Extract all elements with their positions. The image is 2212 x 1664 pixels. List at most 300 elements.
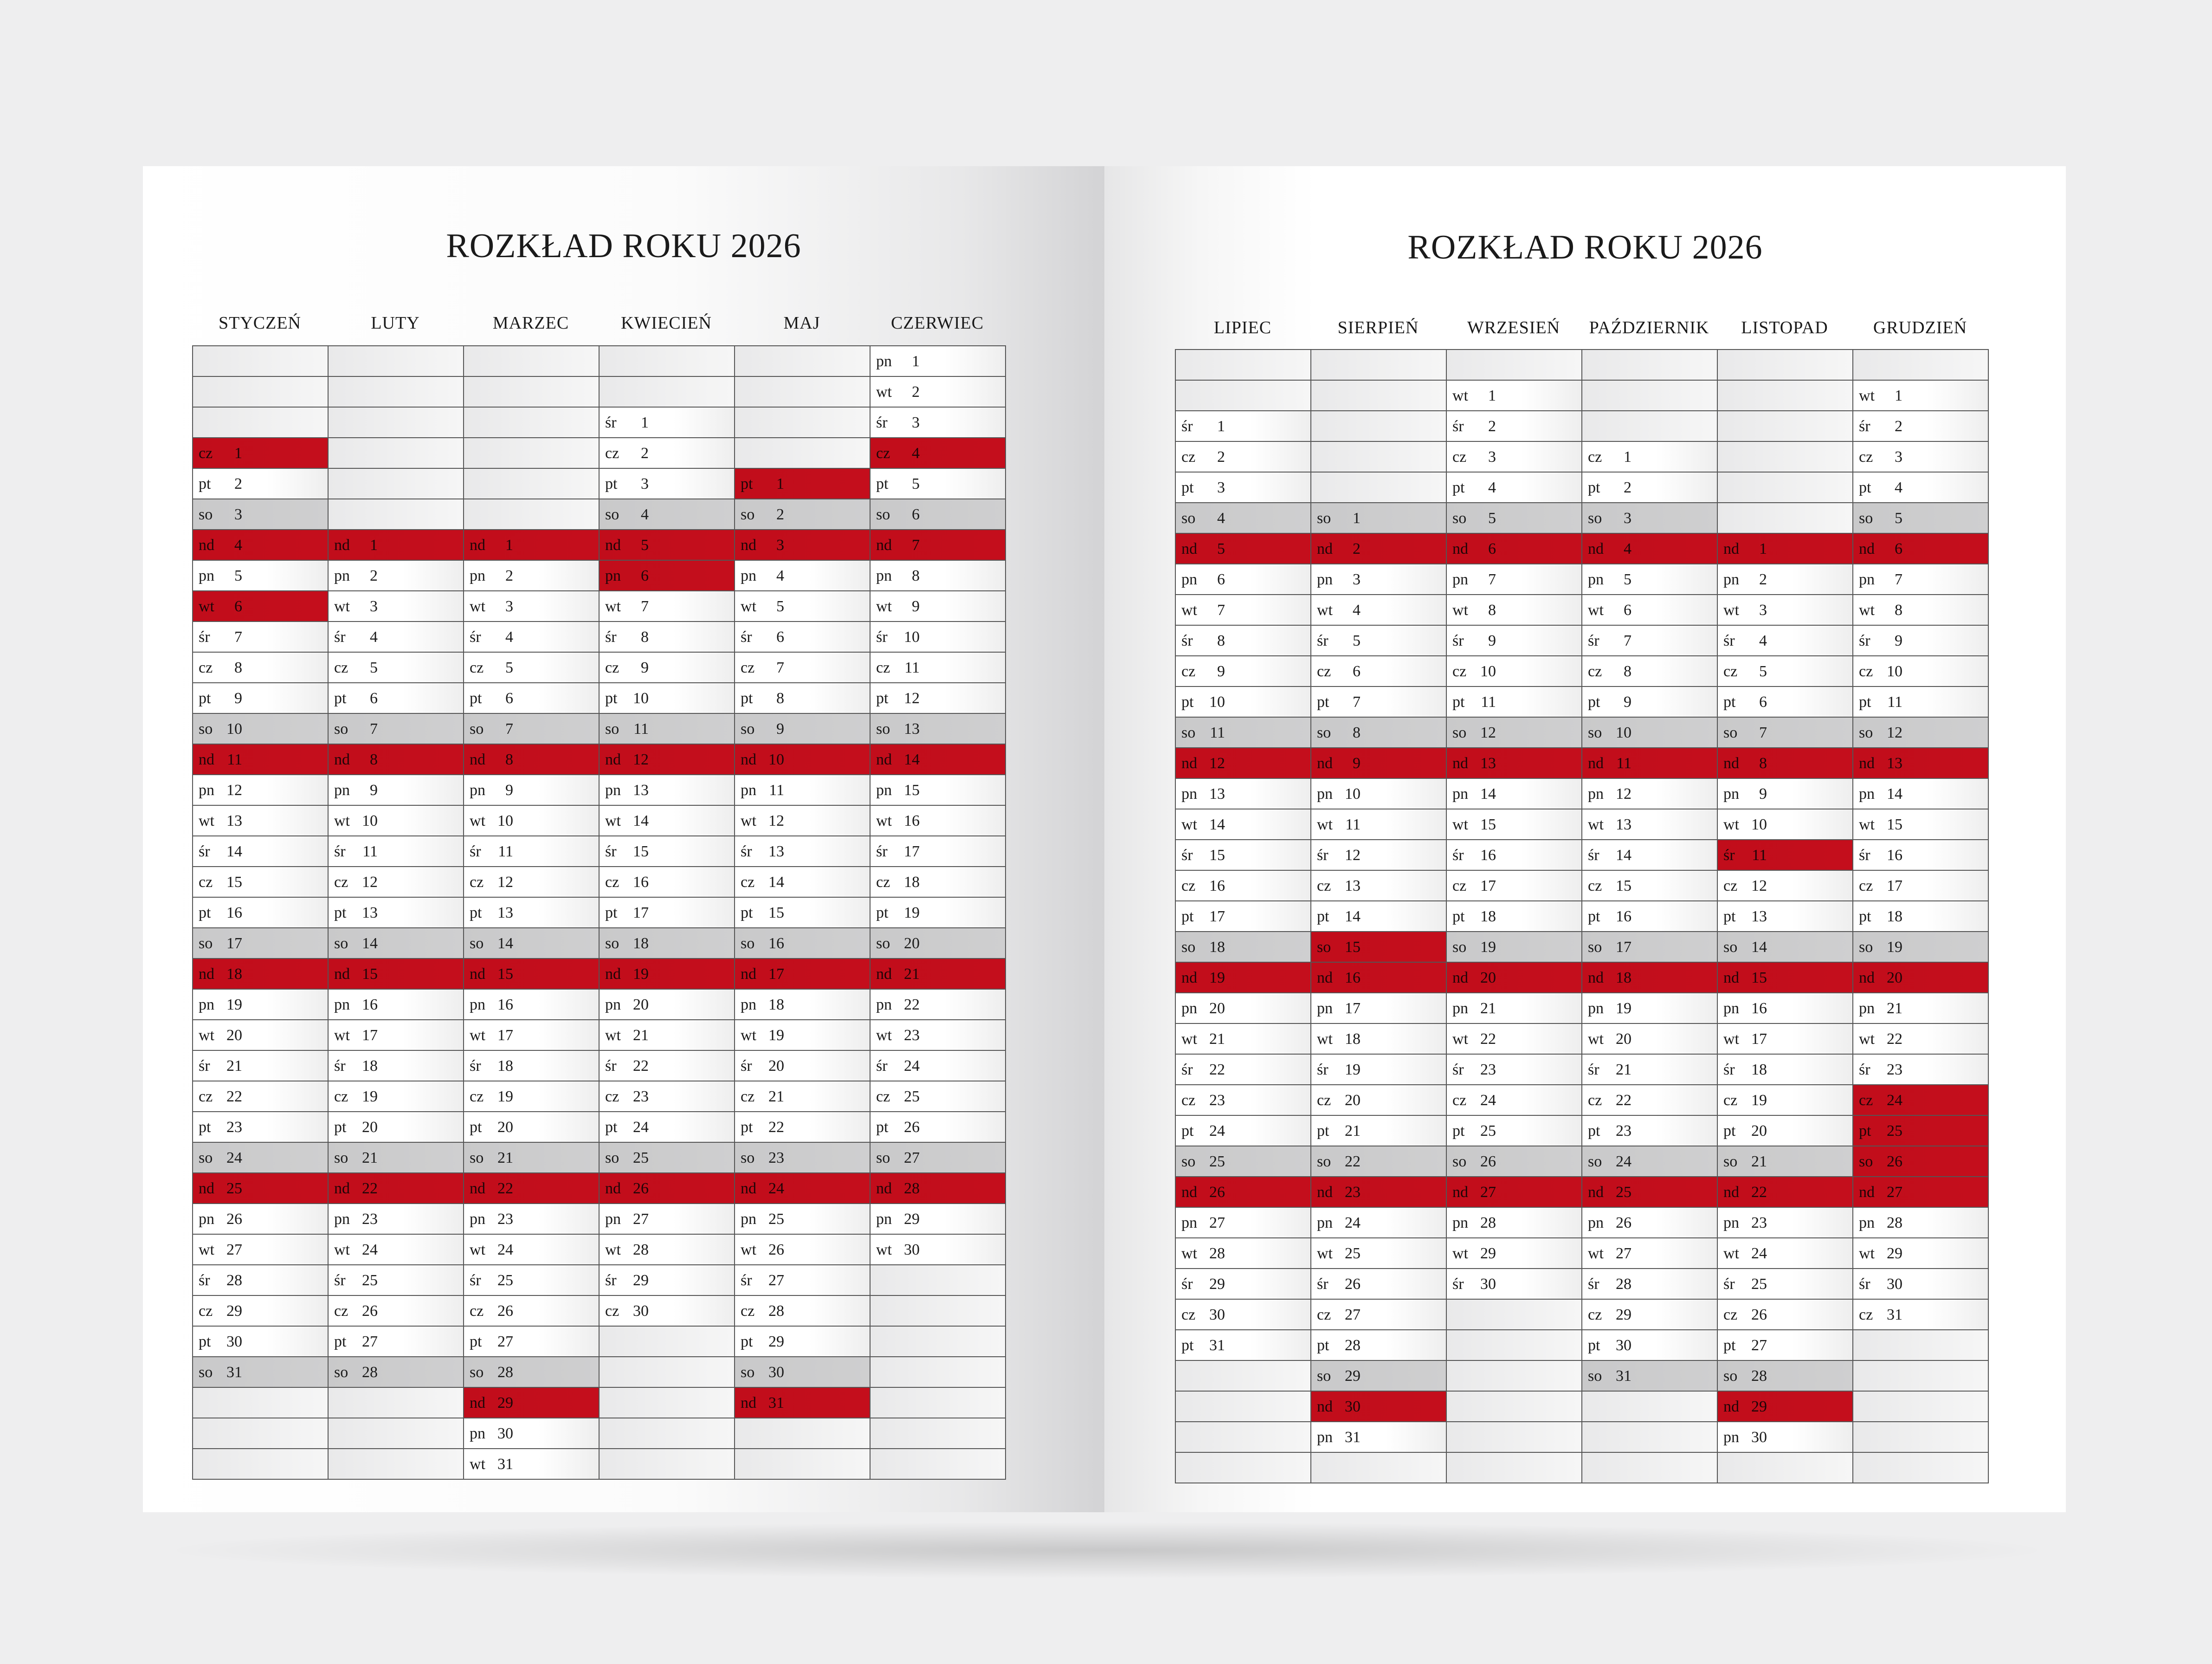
month-header: MARZEC — [492, 313, 569, 333]
day-cell — [1311, 1208, 1447, 1238]
weekday-label: śr — [334, 628, 346, 646]
weekday-label: so — [605, 935, 619, 952]
day-number: 6 — [1488, 540, 1496, 557]
empty-cell — [1853, 1361, 1989, 1392]
day-number: 13 — [1480, 755, 1496, 772]
day-cell — [871, 806, 1006, 836]
empty-cell — [600, 1449, 735, 1480]
weekday-label: pn — [1317, 785, 1333, 803]
empty-cell — [871, 1327, 1006, 1357]
weekday-label: so — [1588, 724, 1602, 741]
weekday-label: pt — [470, 1333, 482, 1350]
empty-cell — [1853, 350, 1989, 381]
day-cell — [735, 469, 871, 499]
day-number: 10 — [1616, 724, 1632, 741]
day-cell — [1447, 595, 1582, 626]
day-cell — [464, 867, 600, 898]
day-cell — [600, 622, 735, 653]
day-number: 18 — [362, 1057, 378, 1075]
weekday-label: pn — [1317, 1214, 1333, 1231]
calendar-grid — [192, 345, 1006, 1480]
day-cell — [464, 745, 600, 775]
weekday-label: śr — [876, 414, 888, 431]
weekday-label: pn — [1317, 1000, 1333, 1017]
weekday-label: cz — [1181, 877, 1196, 894]
day-number: 6 — [912, 506, 920, 523]
day-number: 2 — [1759, 571, 1767, 588]
day-number: 6 — [1624, 602, 1632, 619]
weekday-label: nd — [334, 965, 350, 983]
weekday-label: pt — [1181, 1337, 1194, 1354]
day-number: 20 — [1751, 1122, 1767, 1140]
day-cell — [1853, 411, 1989, 442]
weekday-label: so — [741, 506, 755, 523]
day-number: 30 — [1751, 1429, 1767, 1446]
day-cell — [600, 530, 735, 561]
day-number: 8 — [370, 751, 378, 768]
weekday-label: nd — [1588, 969, 1604, 986]
day-number: 21 — [1751, 1153, 1767, 1170]
empty-cell — [1176, 1422, 1311, 1453]
day-cell — [1311, 901, 1447, 932]
weekday-label: śr — [1452, 418, 1464, 435]
weekday-label: nd — [1452, 1184, 1468, 1201]
day-number: 7 — [370, 720, 378, 738]
day-cell — [464, 1327, 600, 1357]
day-cell — [1582, 1238, 1718, 1269]
weekday-label: pn — [1723, 571, 1739, 588]
day-number: 6 — [776, 628, 784, 646]
day-cell — [329, 1265, 464, 1296]
day-number: 5 — [1895, 510, 1902, 527]
weekday-label: śr — [1859, 418, 1870, 435]
day-cell — [1718, 1146, 1853, 1177]
day-number: 4 — [1624, 540, 1632, 557]
day-number: 1 — [234, 445, 242, 462]
weekday-label: pn — [199, 1211, 214, 1228]
day-number: 2 — [1895, 418, 1902, 435]
day-number: 4 — [505, 628, 513, 646]
day-cell — [871, 1235, 1006, 1265]
day-number: 19 — [633, 965, 649, 983]
weekday-label: śr — [1452, 1061, 1464, 1078]
day-cell — [1176, 1177, 1311, 1208]
weekday-label: wt — [334, 812, 350, 829]
day-cell — [1447, 534, 1582, 564]
empty-cell — [1582, 350, 1718, 381]
weekday-label: pn — [1588, 1000, 1604, 1017]
weekday-label: wt — [876, 1027, 892, 1044]
day-number: 27 — [1751, 1337, 1767, 1354]
weekday-label: pt — [470, 904, 482, 921]
month-header: CZERWIEC — [890, 313, 984, 333]
day-number: 16 — [1616, 908, 1632, 925]
weekday-label: pt — [199, 475, 211, 492]
day-number: 5 — [1353, 632, 1361, 649]
weekday-label: so — [1452, 724, 1467, 741]
day-cell — [193, 867, 329, 898]
day-cell — [193, 745, 329, 775]
day-cell — [871, 1112, 1006, 1143]
weekday-label: pn — [876, 1211, 892, 1228]
day-cell — [1718, 1055, 1853, 1085]
day-cell — [1718, 1330, 1853, 1361]
empty-cell — [871, 1388, 1006, 1418]
day-number: 1 — [505, 537, 513, 554]
weekday-label: nd — [741, 1394, 756, 1411]
day-number: 9 — [1488, 632, 1496, 649]
day-number: 26 — [1616, 1214, 1632, 1231]
day-number: 26 — [633, 1180, 649, 1197]
day-cell — [1718, 1116, 1853, 1146]
empty-cell — [1176, 350, 1311, 381]
day-number: 19 — [1887, 939, 1902, 956]
day-cell — [1311, 1177, 1447, 1208]
day-number: 27 — [768, 1272, 784, 1289]
day-number: 16 — [226, 904, 242, 921]
weekday-label: pn — [1859, 1000, 1875, 1017]
weekday-label: pt — [1452, 479, 1465, 496]
weekday-label: cz — [1588, 1306, 1602, 1323]
day-number: 9 — [1353, 755, 1361, 772]
empty-cell — [193, 1388, 329, 1418]
empty-cell — [193, 377, 329, 408]
day-cell — [1582, 1055, 1718, 1085]
day-cell — [464, 775, 600, 806]
day-number: 4 — [370, 628, 378, 646]
day-cell — [1447, 718, 1582, 748]
day-number: 12 — [497, 874, 513, 891]
day-number: 6 — [1759, 693, 1767, 711]
weekday-label: pt — [1588, 1122, 1600, 1140]
day-cell — [1311, 1300, 1447, 1330]
day-cell — [1718, 1208, 1853, 1238]
weekday-label: so — [876, 935, 890, 952]
day-number: 24 — [1751, 1245, 1767, 1262]
day-cell — [1582, 534, 1718, 564]
weekday-label: pt — [741, 475, 753, 492]
page-title: ROZKŁAD ROKU 2026 — [446, 227, 801, 265]
day-number: 28 — [1751, 1367, 1767, 1385]
book-shadow — [176, 1522, 2037, 1578]
day-cell — [1853, 1269, 1989, 1300]
weekday-label: nd — [741, 965, 756, 983]
empty-cell — [193, 346, 329, 377]
weekday-label: nd — [1452, 969, 1468, 986]
day-number: 2 — [234, 475, 242, 492]
day-number: 25 — [904, 1088, 920, 1105]
day-number: 27 — [633, 1211, 649, 1228]
day-cell — [1718, 932, 1853, 963]
weekday-label: pt — [605, 475, 618, 492]
day-cell — [329, 959, 464, 990]
empty-cell — [329, 499, 464, 530]
empty-cell — [464, 469, 600, 499]
day-cell — [871, 591, 1006, 622]
day-number: 17 — [1345, 1000, 1361, 1017]
weekday-label: nd — [1588, 1184, 1604, 1201]
day-cell — [1582, 1330, 1718, 1361]
month-header: MAJ — [783, 313, 820, 333]
weekday-label: so — [1452, 510, 1467, 527]
day-cell — [600, 959, 735, 990]
weekday-label: śr — [741, 843, 752, 860]
weekday-label: cz — [1452, 663, 1467, 680]
day-number: 14 — [1751, 939, 1767, 956]
weekday-label: nd — [1181, 969, 1197, 986]
day-cell — [464, 1020, 600, 1051]
day-cell — [329, 775, 464, 806]
day-cell — [1853, 626, 1989, 656]
weekday-label: pn — [1723, 1429, 1739, 1446]
day-cell — [735, 745, 871, 775]
weekday-label: nd — [605, 1180, 621, 1197]
weekday-label: pn — [741, 567, 756, 584]
weekday-label: wt — [334, 1241, 350, 1258]
weekday-label: so — [1723, 939, 1738, 956]
weekday-label: pt — [605, 690, 618, 707]
weekday-label: śr — [605, 843, 617, 860]
day-number: 22 — [362, 1180, 378, 1197]
day-cell — [1447, 1269, 1582, 1300]
weekday-label: pt — [1181, 693, 1194, 711]
weekday-label: pn — [1181, 1214, 1197, 1231]
empty-cell — [1176, 1392, 1311, 1422]
day-cell — [1582, 840, 1718, 871]
day-cell — [871, 928, 1006, 959]
day-cell — [1311, 656, 1447, 687]
day-number: 26 — [768, 1241, 784, 1258]
day-cell — [871, 1204, 1006, 1235]
weekday-label: śr — [741, 628, 752, 646]
day-cell — [1853, 718, 1989, 748]
day-cell — [1853, 656, 1989, 687]
empty-cell — [1582, 1392, 1718, 1422]
day-cell — [464, 1081, 600, 1112]
weekday-label: so — [876, 506, 890, 523]
weekday-label: śr — [1588, 847, 1599, 864]
day-cell — [600, 499, 735, 530]
weekday-label: śr — [741, 1272, 752, 1289]
day-cell — [1718, 1300, 1853, 1330]
day-cell — [1176, 1330, 1311, 1361]
weekday-label: so — [1317, 939, 1331, 956]
empty-cell — [1447, 1300, 1582, 1330]
day-cell — [1447, 381, 1582, 411]
weekday-label: cz — [1181, 1306, 1196, 1323]
weekday-label: pn — [1181, 785, 1197, 803]
day-number: 12 — [1345, 847, 1361, 864]
day-number: 27 — [1209, 1214, 1225, 1231]
weekday-label: wt — [1859, 387, 1875, 404]
day-number: 10 — [1480, 663, 1496, 680]
left-page — [143, 166, 1104, 1512]
day-number: 28 — [497, 1364, 513, 1381]
empty-cell — [193, 1449, 329, 1480]
day-number: 3 — [776, 537, 784, 554]
day-number: 30 — [1480, 1276, 1496, 1293]
weekday-label: so — [470, 1364, 484, 1381]
day-cell — [1447, 1146, 1582, 1177]
day-cell — [329, 836, 464, 867]
empty-cell — [1176, 1361, 1311, 1392]
day-cell — [1853, 687, 1989, 718]
day-cell — [1447, 656, 1582, 687]
day-cell — [1582, 1116, 1718, 1146]
empty-cell — [1311, 1453, 1447, 1483]
day-number: 31 — [1616, 1367, 1632, 1385]
day-number: 26 — [1345, 1276, 1361, 1293]
day-number: 22 — [1887, 1030, 1902, 1048]
day-cell — [1853, 840, 1989, 871]
day-cell — [1582, 1269, 1718, 1300]
day-cell — [1718, 779, 1853, 809]
day-number: 25 — [1209, 1153, 1225, 1170]
day-cell — [600, 1296, 735, 1327]
weekday-label: pt — [1588, 1337, 1600, 1354]
day-cell — [1311, 779, 1447, 809]
day-cell — [871, 499, 1006, 530]
day-cell — [193, 561, 329, 591]
day-number: 28 — [1345, 1337, 1361, 1354]
weekday-label: cz — [1859, 877, 1873, 894]
day-number: 24 — [226, 1149, 242, 1166]
weekday-label: wt — [470, 1456, 485, 1473]
weekday-label: pt — [741, 1119, 753, 1136]
day-cell — [1447, 748, 1582, 779]
day-number: 29 — [1887, 1245, 1902, 1262]
weekday-label: wt — [334, 1027, 350, 1044]
day-cell — [1853, 1146, 1989, 1177]
day-cell — [329, 530, 464, 561]
day-number: 22 — [1480, 1030, 1496, 1048]
day-cell — [1176, 626, 1311, 656]
day-number: 25 — [768, 1211, 784, 1228]
weekday-label: śr — [605, 414, 617, 431]
weekday-label: śr — [1452, 1276, 1464, 1293]
day-number: 11 — [904, 659, 920, 676]
weekday-label: nd — [470, 751, 485, 768]
empty-cell — [1447, 1330, 1582, 1361]
day-number: 23 — [497, 1211, 513, 1228]
day-number: 2 — [912, 383, 920, 401]
day-cell — [329, 1051, 464, 1081]
day-number: 11 — [633, 720, 649, 738]
weekday-label: so — [1181, 1153, 1196, 1170]
weekday-label: pt — [199, 904, 211, 921]
day-number: 13 — [497, 904, 513, 921]
weekday-label: pt — [1588, 908, 1600, 925]
day-cell — [871, 1173, 1006, 1204]
weekday-label: wt — [605, 1241, 621, 1258]
day-cell — [1311, 687, 1447, 718]
day-number: 3 — [1217, 479, 1225, 496]
day-cell — [464, 806, 600, 836]
weekday-label: śr — [741, 1057, 752, 1075]
day-number: 14 — [1887, 785, 1902, 803]
day-cell — [193, 683, 329, 714]
day-number: 8 — [1624, 663, 1632, 680]
day-cell — [464, 1357, 600, 1388]
day-cell — [1176, 1208, 1311, 1238]
day-cell — [735, 959, 871, 990]
weekday-label: pn — [605, 1211, 621, 1228]
day-cell — [1582, 1361, 1718, 1392]
day-cell — [329, 806, 464, 836]
empty-cell — [1718, 442, 1853, 473]
empty-cell — [1582, 1422, 1718, 1453]
day-cell — [464, 928, 600, 959]
weekday-label: śr — [1181, 847, 1193, 864]
day-cell — [871, 530, 1006, 561]
weekday-label: pn — [1723, 1000, 1739, 1017]
day-number: 20 — [1209, 1000, 1225, 1017]
day-cell — [1447, 564, 1582, 595]
weekday-label: nd — [199, 1180, 214, 1197]
weekday-label: pt — [1317, 1122, 1329, 1140]
day-cell — [1718, 595, 1853, 626]
day-number: 2 — [505, 567, 513, 584]
weekday-label: cz — [1723, 1306, 1738, 1323]
weekday-label: wt — [1317, 1245, 1333, 1262]
weekday-label: wt — [876, 383, 892, 401]
day-cell — [1176, 840, 1311, 871]
day-cell — [600, 469, 735, 499]
weekday-label: wt — [1452, 602, 1468, 619]
day-number: 15 — [1616, 877, 1632, 894]
day-cell — [871, 346, 1006, 377]
empty-cell — [1582, 381, 1718, 411]
day-number: 16 — [1887, 847, 1902, 864]
day-cell — [600, 1173, 735, 1204]
day-cell — [1582, 809, 1718, 840]
weekday-label: nd — [1588, 540, 1604, 557]
empty-cell — [464, 438, 600, 469]
weekday-label: so — [1859, 939, 1873, 956]
day-number: 8 — [1895, 602, 1902, 619]
day-cell — [735, 683, 871, 714]
day-number: 4 — [641, 506, 649, 523]
weekday-label: cz — [605, 874, 619, 891]
day-number: 13 — [1616, 816, 1632, 833]
weekday-label: cz — [605, 445, 619, 462]
day-cell — [1447, 809, 1582, 840]
day-number: 9 — [1759, 785, 1767, 803]
day-cell — [1176, 503, 1311, 534]
day-cell — [1311, 1422, 1447, 1453]
day-number: 15 — [633, 843, 649, 860]
day-number: 30 — [497, 1425, 513, 1442]
weekday-label: śr — [605, 1272, 617, 1289]
day-cell — [1176, 595, 1311, 626]
weekday-label: pn — [1452, 785, 1468, 803]
weekday-label: wt — [1859, 1245, 1875, 1262]
weekday-label: so — [1452, 1153, 1467, 1170]
empty-cell — [464, 346, 600, 377]
day-number: 1 — [641, 414, 649, 431]
weekday-label: wt — [741, 812, 756, 829]
weekday-label: pt — [334, 904, 347, 921]
day-cell — [193, 438, 329, 469]
weekday-label: cz — [334, 1088, 348, 1105]
day-cell — [1582, 963, 1718, 993]
empty-cell — [1853, 1453, 1989, 1483]
weekday-label: pt — [334, 1119, 347, 1136]
day-cell — [1176, 411, 1311, 442]
day-number: 26 — [1209, 1184, 1225, 1201]
day-cell — [1447, 840, 1582, 871]
day-number: 21 — [362, 1149, 378, 1166]
